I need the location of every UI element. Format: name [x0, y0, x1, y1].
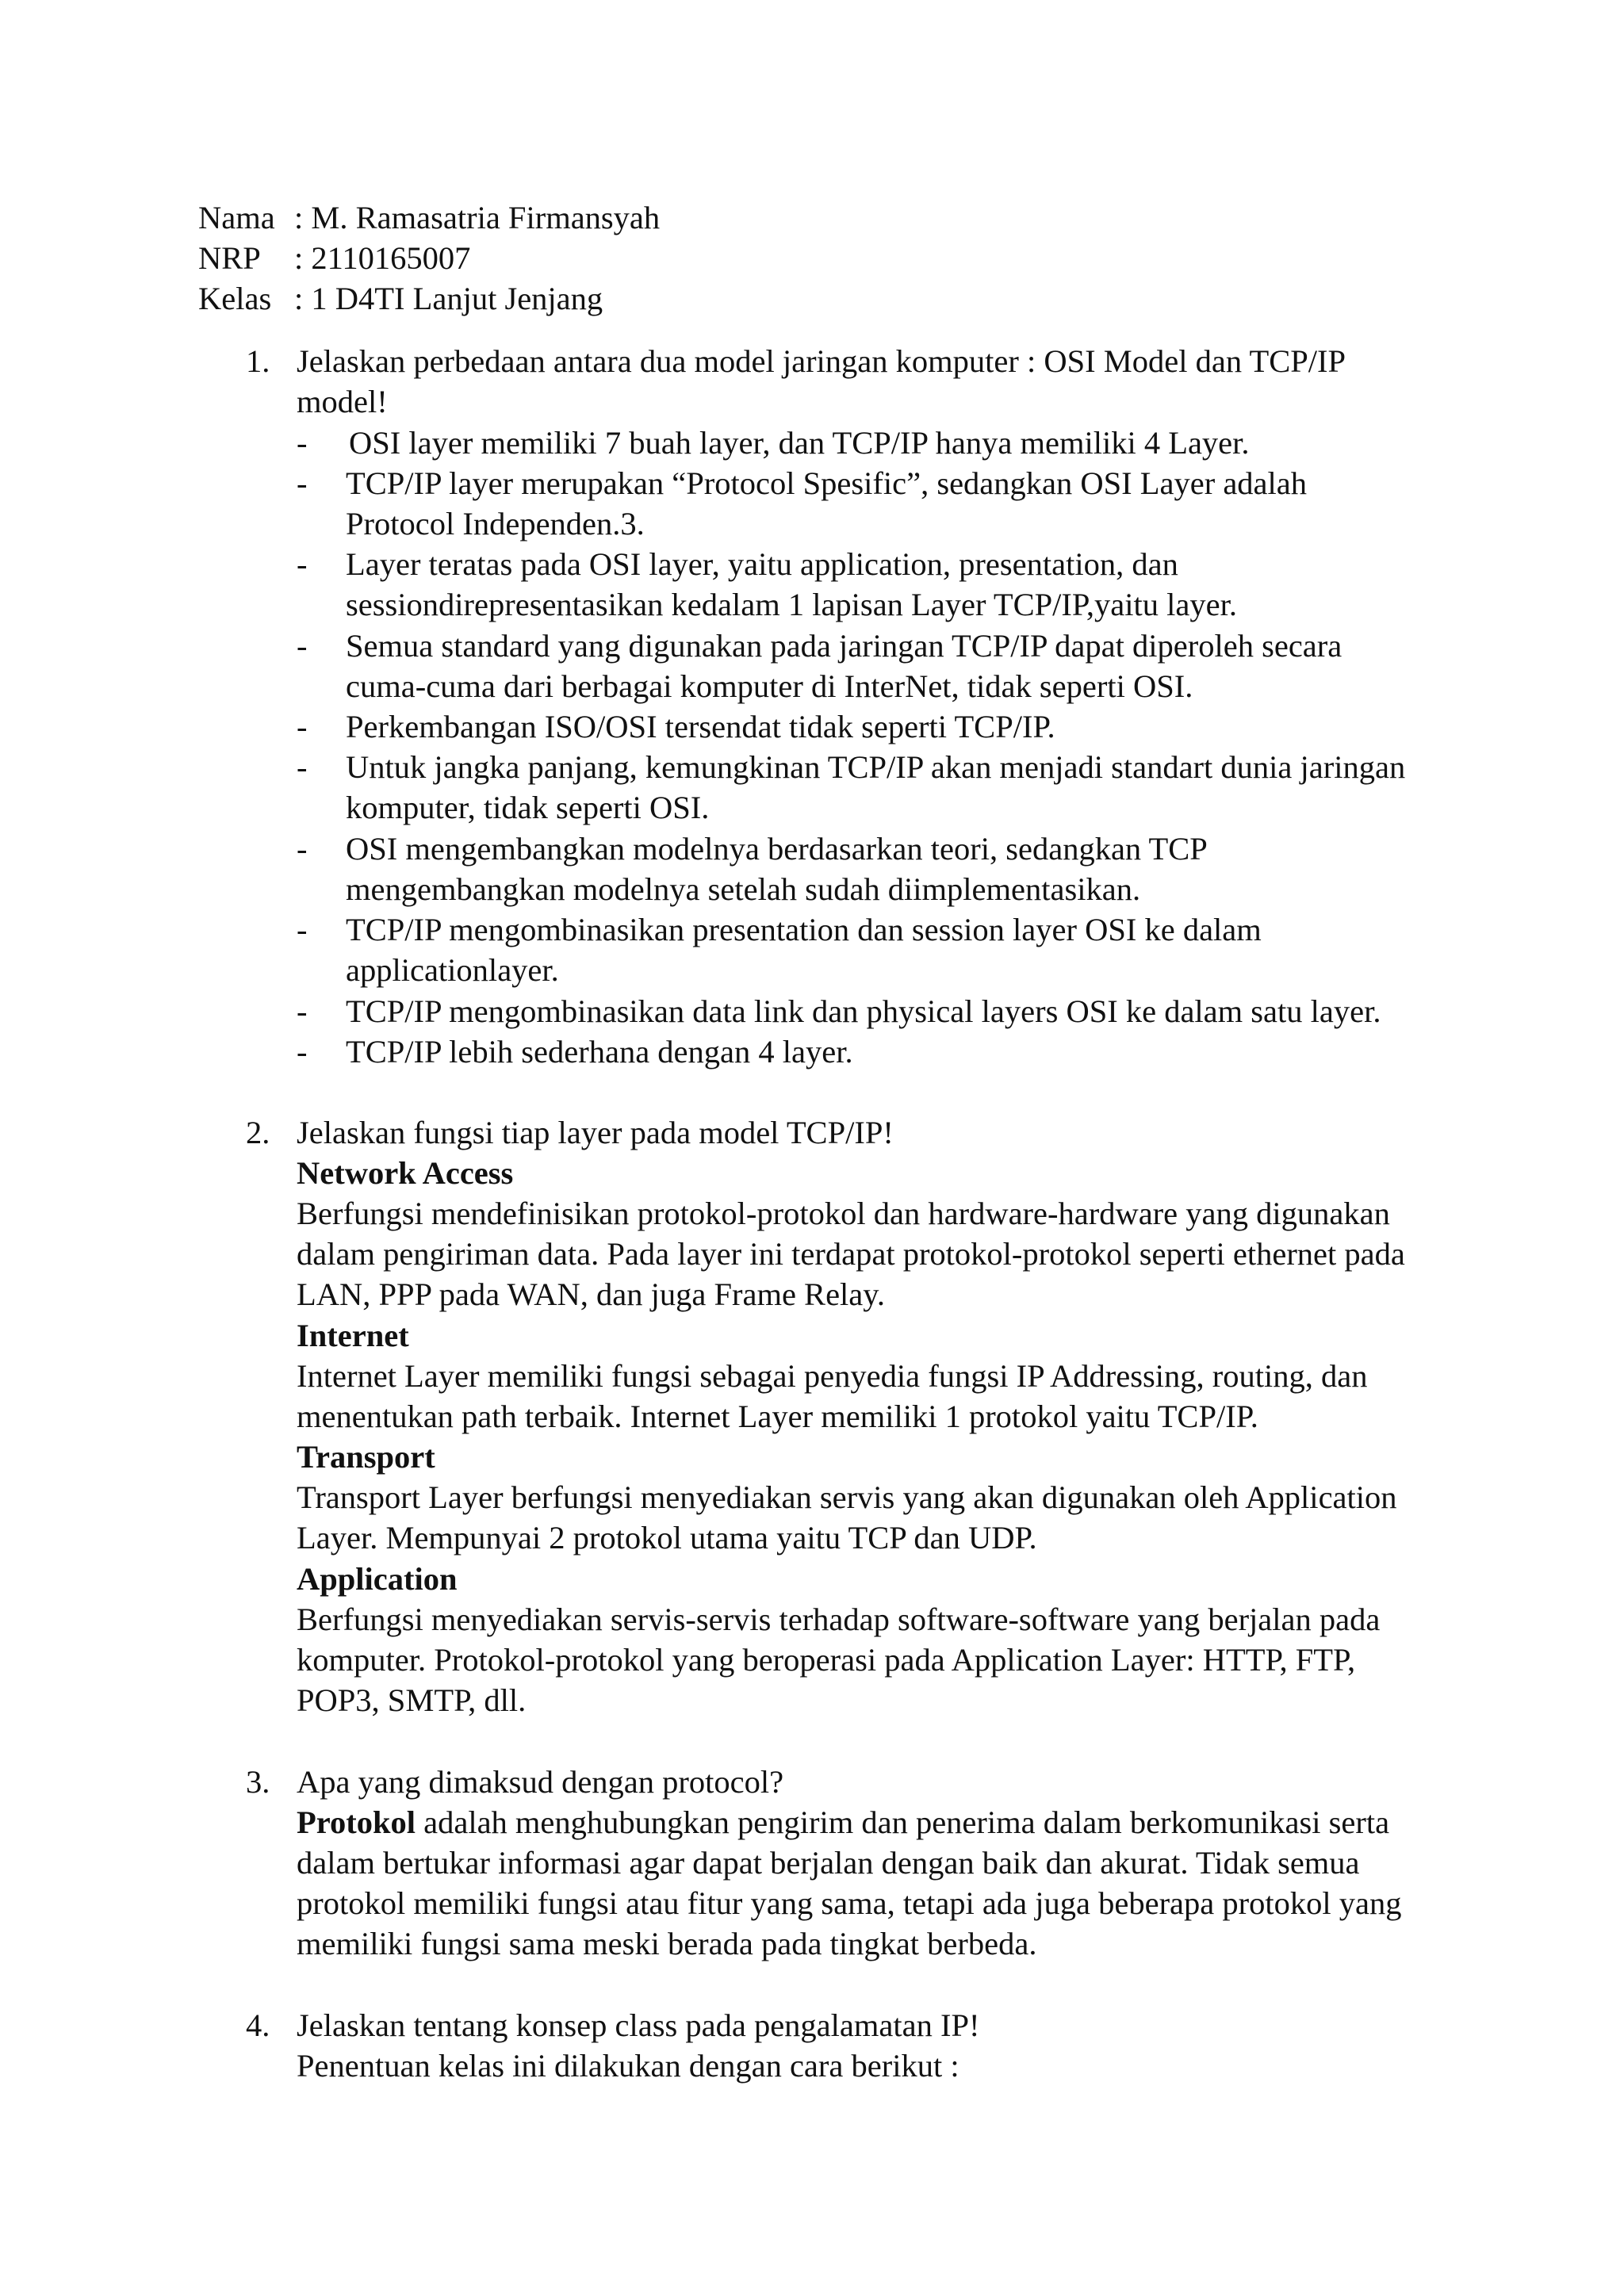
bullet-text: TCP/IP mengombinasikan data link dan physical layers OSI ke dalam satu layer.	[346, 993, 1381, 1029]
section-text: Transport Layer berfungsi menyediakan servis yang akan digunakan oleh Application	[297, 1479, 1397, 1515]
section-text: menentukan path terbaik. Internet Layer memiliki 1 protokol yaitu TCP/IP.	[297, 1399, 1258, 1434]
bullet-text: OSI mengembangkan modelnya berdasarkan teori, sedangkan TCP	[346, 831, 1208, 867]
bullet-text: Semua standard yang digunakan pada jaringan TCP/IP dapat diperoleh secara	[346, 628, 1342, 664]
bullet-dash: -	[297, 1034, 308, 1070]
bullet-text: Untuk jangka panjang, kemungkinan TCP/IP akan menjadi standart dunia jaringan	[346, 749, 1406, 785]
nrp-value: : 2110165007	[294, 240, 471, 276]
name-value: : M. Ramasatria Firmansyah	[294, 200, 661, 235]
bullet-text: TCP/IP layer merupakan “Protocol Spesific”, sedangkan OSI Layer adalah	[346, 465, 1307, 501]
bullet-text: cuma-cuma dari berbagai komputer di InterNet, tidak seperti OSI.	[346, 668, 1193, 704]
section-heading: Transport	[297, 1439, 435, 1475]
bullet-text: komputer, tidak seperti OSI.	[346, 790, 710, 825]
section-heading: Application	[297, 1561, 458, 1597]
answer-text: protokol memiliki fungsi atau fitur yang sama, tetapi ada juga beberapa protokol yang	[297, 1885, 1402, 1921]
bullet-dash: -	[297, 831, 308, 867]
bullet-dash: -	[297, 546, 308, 582]
class-value: : 1 D4TI Lanjut Jenjang	[294, 281, 603, 316]
bullet-text: TCP/IP mengombinasikan presentation dan session layer OSI ke dalam	[346, 912, 1262, 947]
bullet-dash: -	[297, 465, 308, 501]
section-text: dalam pengiriman data. Pada layer ini terdapat protokol-protokol seperti ethernet pada	[297, 1236, 1405, 1272]
question-number: 4.	[246, 2007, 270, 2043]
bullet-text: OSI layer memiliki 7 buah layer, dan TCP/IP hanya memiliki 4 Layer.	[349, 425, 1250, 461]
bullet-text: applicationlayer.	[346, 952, 559, 988]
question-text: Jelaskan tentang konsep class pada pengalamatan IP!	[297, 2007, 980, 2043]
section-text: POP3, SMTP, dll.	[297, 1682, 527, 1718]
class-label: Kelas	[198, 281, 272, 316]
section-heading: Network Access	[297, 1155, 514, 1191]
question-text: Jelaskan fungsi tiap layer pada model TCP/IP!	[297, 1115, 894, 1150]
bullet-text: Protocol Independen.3.	[346, 506, 645, 541]
question-text: model!	[297, 384, 388, 419]
bullet-dash: -	[297, 912, 308, 947]
section-text: komputer. Protokol-protokol yang beroperasi pada Application Layer: HTTP, FTP,	[297, 1642, 1356, 1678]
bullet-dash: -	[297, 709, 308, 744]
bullet-text: TCP/IP lebih sederhana dengan 4 layer.	[346, 1034, 853, 1070]
section-heading: Internet	[297, 1318, 409, 1353]
section-text: Layer. Mempunyai 2 protokol utama yaitu TCP dan UDP.	[297, 1520, 1037, 1556]
answer-text: Penentuan kelas ini dilakukan dengan cara berikut :	[297, 2048, 959, 2084]
section-text: Berfungsi menyediakan servis-servis terhadap software-software yang berjalan pada	[297, 1601, 1381, 1637]
answer-term: Protokol	[297, 1804, 416, 1840]
answer-text	[297, 1804, 1390, 1840]
question-text: Apa yang dimaksud dengan protocol?	[297, 1764, 784, 1800]
bullet-text: sessiondirepresentasikan kedalam 1 lapisan Layer TCP/IP,yaitu layer.	[346, 587, 1237, 622]
name-label: Nama	[198, 200, 275, 235]
question-number: 1.	[246, 343, 270, 379]
answer-first-rest: adalah menghubungkan pengirim dan penerima dalam berkomunikasi serta	[416, 1804, 1390, 1840]
bullet-text: Layer teratas pada OSI layer, yaitu application, presentation, dan	[346, 546, 1178, 582]
question-number: 3.	[246, 1764, 270, 1800]
section-text: Internet Layer memiliki fungsi sebagai penyedia fungsi IP Addressing, routing, dan	[297, 1358, 1368, 1394]
bullet-text: mengembangkan modelnya setelah sudah diimplementasikan.	[346, 871, 1141, 907]
answer-text: memiliki fungsi sama meski berada pada tingkat berbeda.	[297, 1926, 1037, 1961]
bullet-text: Perkembangan ISO/OSI tersendat tidak seperti TCP/IP.	[346, 709, 1055, 744]
section-text: Berfungsi mendefinisikan protokol-protokol dan hardware-hardware yang digunakan	[297, 1196, 1390, 1231]
bullet-dash: -	[297, 993, 308, 1029]
nrp-label: NRP	[198, 240, 261, 276]
bullet-dash: -	[297, 628, 308, 664]
section-text: LAN, PPP pada WAN, dan juga Frame Relay.	[297, 1276, 886, 1312]
question-text: Jelaskan perbedaan antara dua model jaringan komputer : OSI Model dan TCP/IP	[297, 343, 1346, 379]
answer-text: dalam bertukar informasi agar dapat berjalan dengan baik dan akurat. Tidak semua	[297, 1845, 1360, 1881]
question-number: 2.	[246, 1115, 270, 1150]
bullet-dash: -	[297, 425, 308, 461]
bullet-dash: -	[297, 749, 308, 785]
